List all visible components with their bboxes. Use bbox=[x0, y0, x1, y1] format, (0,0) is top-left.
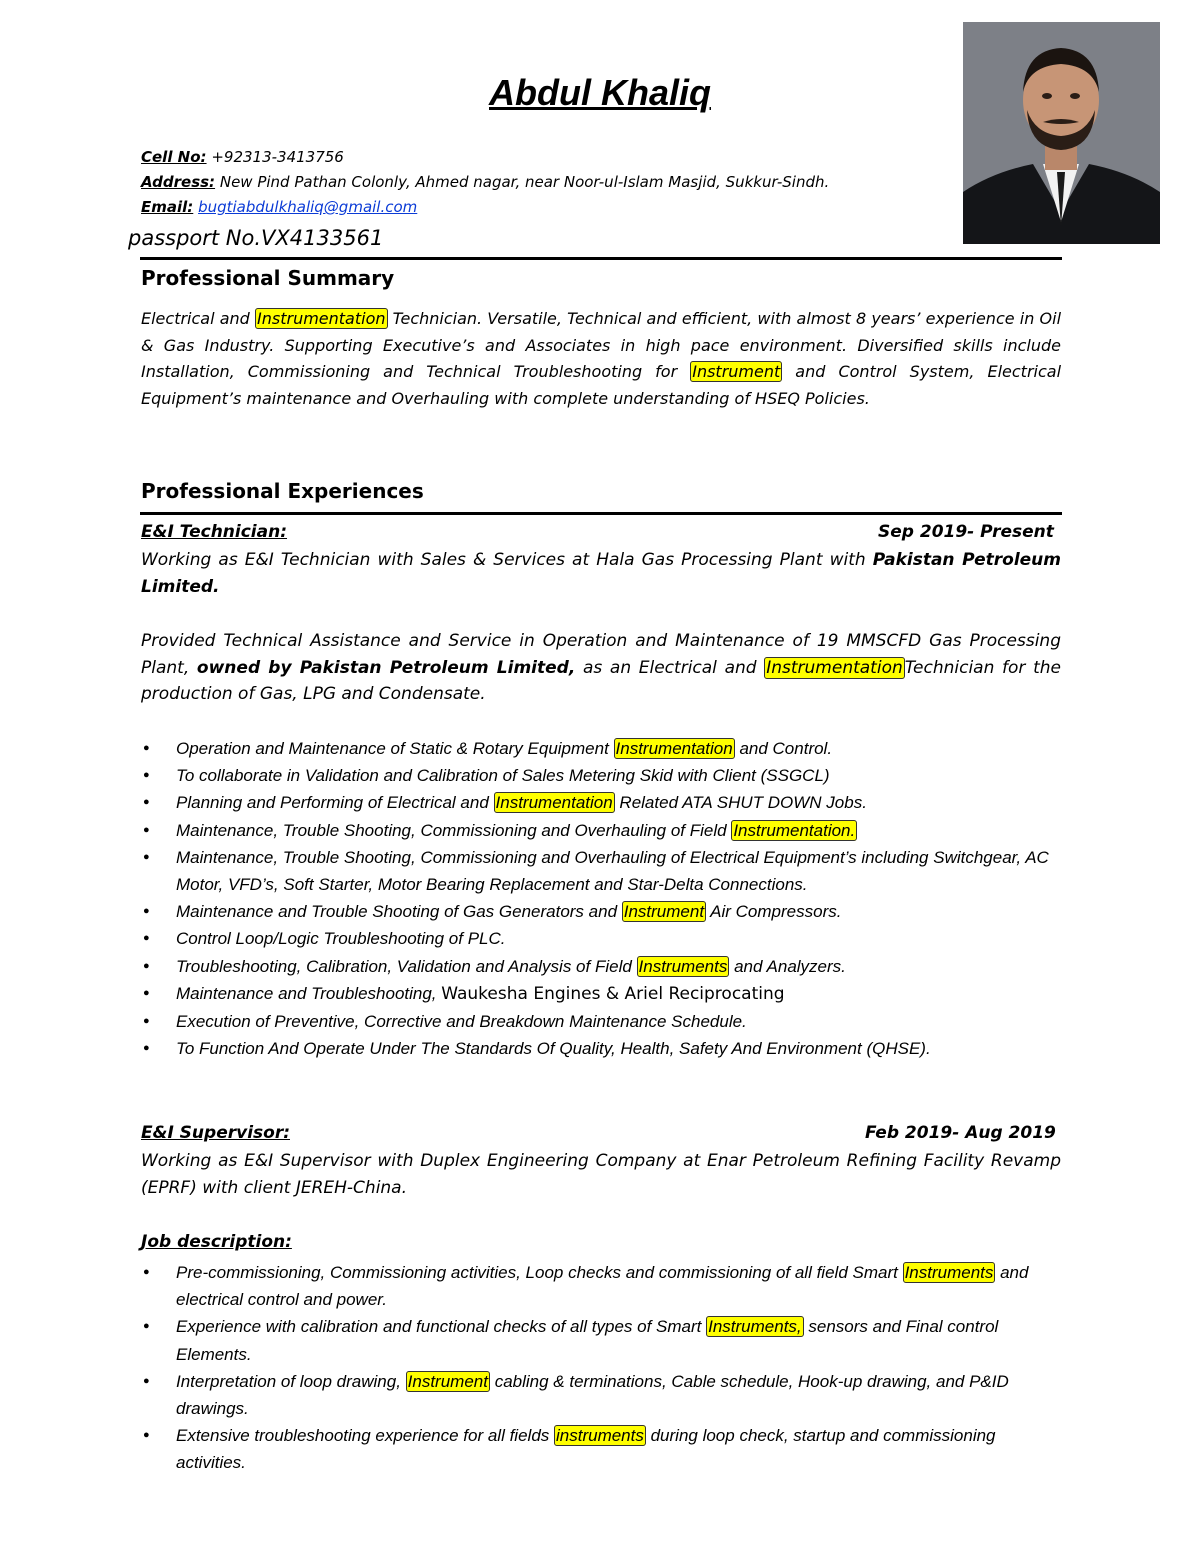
candidate-name: Abdul Khaliq bbox=[489, 72, 711, 113]
item-text: Experience with calibration and functional checks of all types of Smart bbox=[176, 1317, 707, 1337]
highlight: Instrumentation bbox=[495, 793, 613, 813]
divider bbox=[140, 257, 1062, 260]
summary-text-part: Electrical and bbox=[141, 309, 256, 328]
address-value: New Pind Pathan Colonly, Ahmed nagar, near Noor-ul-Islam Masjid, Sukkur-Sindh. bbox=[219, 173, 830, 191]
job-description-text: Technician for the production of Gas, LPG and Condensate. bbox=[141, 657, 1061, 704]
highlight: Instrumentation bbox=[615, 739, 733, 758]
job-description-text: as an Electrical and bbox=[575, 657, 765, 678]
highlight: Instrument bbox=[623, 902, 705, 922]
item-text: Control Loop/Logic Troubleshooting of PLC. bbox=[176, 929, 506, 949]
list-item bbox=[141, 1035, 1066, 1062]
highlight: Instrument bbox=[407, 1371, 488, 1391]
list-item bbox=[141, 1259, 1066, 1313]
job-intro-text: Working as E&I Technician with Sales & Services at Hala Gas Processing Plant with bbox=[141, 550, 873, 570]
address-label: Address: bbox=[141, 173, 216, 191]
list-item bbox=[141, 735, 1066, 762]
job1-duties-list bbox=[141, 735, 1066, 1062]
item-text: To Function And Operate Under The Standards Of Quality, Health, Safety And Environment (QHSE). bbox=[176, 1039, 931, 1059]
address-line bbox=[141, 173, 829, 191]
item-text: and electrical control and power. bbox=[176, 1263, 1029, 1310]
list-item bbox=[141, 1008, 1066, 1035]
email-line bbox=[141, 198, 417, 216]
list-item bbox=[141, 762, 1066, 789]
list-item bbox=[141, 980, 1066, 1008]
item-text: Interpretation of loop drawing, bbox=[176, 1371, 406, 1391]
list-item bbox=[141, 898, 1066, 925]
list-item bbox=[141, 789, 1066, 816]
email-label: Email: bbox=[141, 198, 194, 216]
item-text: Planning and Performing of Electrical and bbox=[176, 793, 494, 813]
item-text: Air Compressors. bbox=[706, 902, 842, 922]
job-description-text: Provided Technical Assistance and Service in Operation and Maintenance of 19 MMSCFD Gas Processing Plant, bbox=[141, 631, 1061, 678]
job-intro: Working as E&I Supervisor with Duplex Engineering Company at Enar Petroleum Refining Facility Revamp (EPRF) with client JEREH-China. bbox=[141, 1151, 1061, 1198]
highlight: Instruments bbox=[638, 956, 728, 976]
item-text: To collaborate in Validation and Calibration of Sales Metering Skid with Client (SSGCL) bbox=[176, 766, 830, 786]
employer-name: Pakistan Petroleum Limited. bbox=[141, 550, 1061, 597]
item-text: Maintenance, Trouble Shooting, Commissioning and Overhauling of Electrical Equipment’s including Switchgear, AC Motor, VFD’s, Soft Starter, Motor Bearing Replacement and Star-Delta Connections. bbox=[176, 847, 1049, 895]
divider bbox=[140, 512, 1062, 515]
item-text: and Analyzers. bbox=[729, 956, 846, 976]
list-item bbox=[141, 1368, 1066, 1422]
job-title: E&I Supervisor: bbox=[141, 1123, 290, 1143]
summary-text-part: Technician. Versatile, Technical and efficient, with almost 8 years’ experience in Oil & Gas Industry. Supporting Executive’s and Associates in high pace environment. Diversified skills include Installation, Commissioning and Technical Troubleshooting for bbox=[141, 309, 1062, 381]
item-text: Maintenance and Trouble Shooting of Gas Generators and bbox=[176, 902, 622, 922]
list-item bbox=[141, 844, 1066, 898]
item-text: Execution of Preventive, Corrective and Breakdown Maintenance Schedule. bbox=[176, 1012, 747, 1032]
item-text: Maintenance, Trouble Shooting, Commissioning and Overhauling of Field bbox=[176, 820, 732, 840]
item-text: and Control. bbox=[734, 739, 833, 758]
portrait-image bbox=[963, 22, 1160, 244]
job-description bbox=[141, 628, 1061, 708]
employer-name: owned by Pakistan Petroleum Limited, bbox=[196, 657, 576, 678]
summary-text bbox=[141, 306, 1061, 412]
item-text: Extensive troubleshooting experience for all fields bbox=[176, 1426, 554, 1446]
item-text: Waukesha Engines & Ariel Reciprocating bbox=[441, 983, 785, 1004]
highlight: Instruments bbox=[904, 1263, 994, 1282]
item-text: sensors and Final control Elements. bbox=[176, 1317, 999, 1364]
summary-heading: Professional Summary bbox=[141, 266, 395, 290]
highlight: Instrumentation. bbox=[733, 820, 856, 840]
item-text: cabling & terminations, Cable schedule, Hook-up drawing, and P&ID drawings. bbox=[176, 1371, 1009, 1419]
item-text: Operation and Maintenance of Static & Rotary Equipment bbox=[176, 739, 614, 758]
highlight: Instrumentation bbox=[257, 309, 386, 328]
cell-label: Cell No: bbox=[141, 148, 207, 166]
list-item bbox=[141, 925, 1066, 952]
profile-photo bbox=[963, 22, 1160, 244]
email-link[interactable]: bugtiabdulkhaliq@gmail.com bbox=[198, 198, 418, 216]
highlight: instruments bbox=[556, 1426, 644, 1446]
list-item bbox=[141, 817, 1066, 844]
item-text: during loop check, startup and commissioning activities. bbox=[176, 1426, 996, 1473]
highlight: Instrument bbox=[692, 362, 781, 381]
item-text: Maintenance and Troubleshooting, bbox=[176, 983, 442, 1003]
cell-number: +92313-3413756 bbox=[211, 148, 344, 166]
job-description-heading: Job description: bbox=[141, 1232, 292, 1252]
experiences-heading: Professional Experiences bbox=[141, 479, 424, 503]
highlight: Instrumentation bbox=[766, 657, 903, 678]
item-text: Related ATA SHUT DOWN Jobs. bbox=[614, 793, 867, 813]
highlight: Instruments, bbox=[708, 1317, 802, 1337]
list-item bbox=[141, 1313, 1066, 1367]
item-text: Pre-commissioning, Commissioning activities, Loop checks and commissioning of all field Smart bbox=[176, 1263, 903, 1282]
item-text: Troubleshooting, Calibration, Validation and Analysis of Field bbox=[176, 956, 637, 976]
summary-text-part: and Control System, Electrical Equipment’s maintenance and Overhauling with complete understanding of HSEQ Policies. bbox=[141, 362, 1062, 408]
list-item bbox=[141, 953, 1066, 980]
job2-duties-list bbox=[141, 1259, 1066, 1477]
job-title: E&I Technician: bbox=[141, 522, 288, 542]
job-dates: Sep 2019- Present bbox=[878, 522, 1054, 542]
passport-number: passport No.VX4133561 bbox=[128, 226, 384, 250]
job-intro bbox=[141, 547, 1061, 601]
list-item bbox=[141, 1422, 1066, 1476]
cell-line bbox=[141, 148, 344, 166]
job-dates: Feb 2019- Aug 2019 bbox=[865, 1123, 1056, 1143]
